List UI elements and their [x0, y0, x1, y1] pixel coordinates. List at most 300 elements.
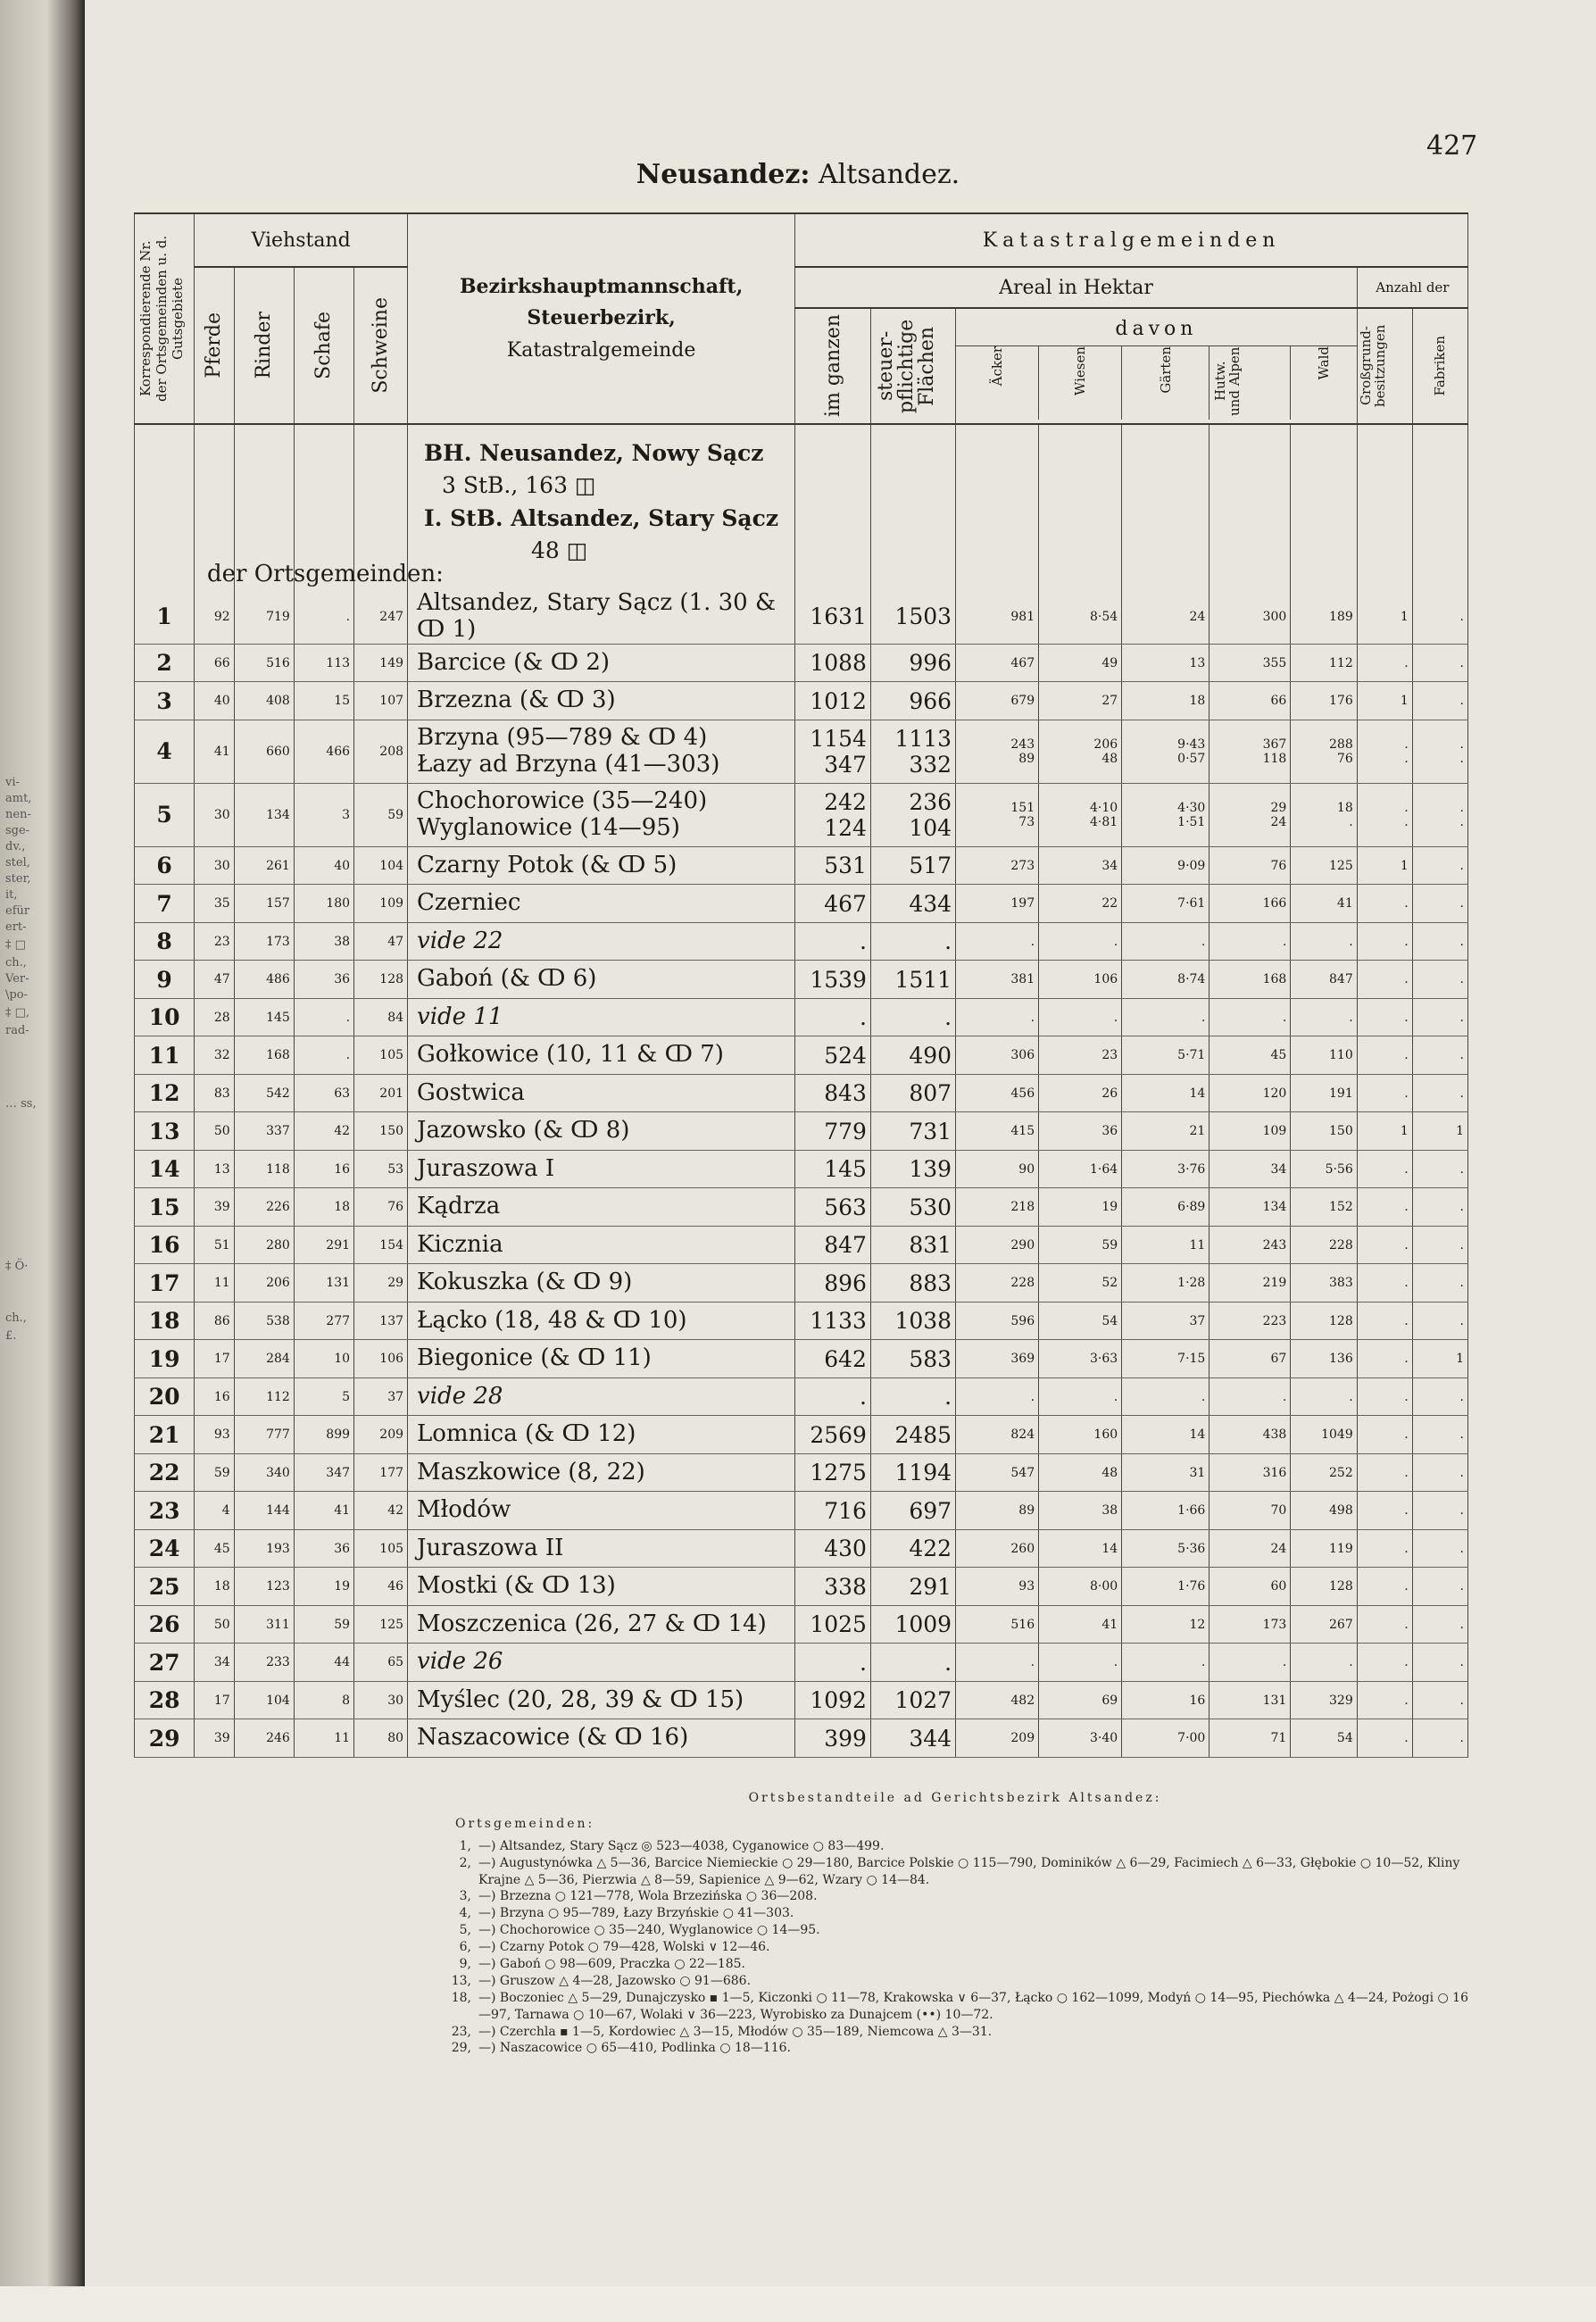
- cell-rinder: 193: [234, 1529, 294, 1568]
- cell-fabriken: 1: [1412, 1112, 1467, 1151]
- table-row: [135, 1416, 1468, 1454]
- cell-rinder: 144: [234, 1492, 294, 1530]
- cell-aecker: 290: [956, 1226, 1039, 1264]
- cell-wald: 176: [1291, 682, 1357, 720]
- cell-pferde: 51: [195, 1226, 234, 1264]
- table-row: [135, 885, 1468, 923]
- header-pferde: Pferde: [195, 267, 234, 424]
- cell-hutweiden: 34: [1209, 1150, 1291, 1188]
- cell-grossgrund: .: [1357, 1529, 1412, 1568]
- cell-wald: 41: [1291, 885, 1357, 923]
- table-row: [135, 1188, 1468, 1227]
- cell-steuerpflichtig: 731: [870, 1112, 955, 1151]
- row-number: 3: [135, 682, 195, 720]
- margin-fragment: … ss,: [5, 1097, 37, 1111]
- footnote-number: 29,: [451, 2041, 471, 2056]
- table-row: [135, 1264, 1468, 1302]
- cell-im-ganzen: .: [795, 1377, 871, 1416]
- margin-fragment: it,: [5, 888, 18, 902]
- table-row: [135, 720, 1468, 783]
- cell-schweine: 105: [354, 1529, 408, 1568]
- cell-gaerten: 18: [1122, 682, 1209, 720]
- cell-rinder: 538: [234, 1302, 294, 1340]
- cell-schafe: 3: [294, 783, 353, 846]
- cell-im-ganzen: 524: [795, 1036, 871, 1075]
- cell-wald: 5·56: [1291, 1150, 1357, 1188]
- table-row: [135, 1377, 1468, 1416]
- cell-aecker: 547: [956, 1453, 1039, 1492]
- table-row: [135, 1150, 1468, 1188]
- cell-steuerpflichtig: 530: [870, 1188, 955, 1227]
- table-row: [135, 1492, 1468, 1530]
- cell-wald: 112: [1291, 644, 1357, 682]
- cell-grossgrund: .: [1357, 1377, 1412, 1416]
- margin-fragment: amt,: [5, 792, 32, 805]
- footnote-item: [437, 1905, 1473, 1922]
- page-number: 427: [1426, 130, 1478, 162]
- cell-gaerten: 14: [1122, 1074, 1209, 1112]
- cell-wiesen: .: [1039, 1644, 1122, 1682]
- cell-wiesen: 36: [1039, 1112, 1122, 1151]
- cell-hutweiden: .: [1209, 1644, 1291, 1682]
- cell-katastralgemeinde: Łącko (18, 48 & ↀ 10): [408, 1302, 795, 1340]
- cell-pferde: 16: [195, 1377, 234, 1416]
- cell-steuerpflichtig: .: [870, 1644, 955, 1682]
- footnotes-list: [437, 1838, 1473, 2058]
- cell-steuerpflichtig: .: [870, 1377, 955, 1416]
- cell-wald: 189: [1291, 590, 1357, 644]
- cell-pferde: 11: [195, 1264, 234, 1302]
- cell-schweine: 37: [354, 1377, 408, 1416]
- footnote-item: [437, 2024, 1473, 2041]
- footnote-number: 23,: [451, 2024, 471, 2039]
- cell-steuerpflichtig: 1038: [870, 1302, 955, 1340]
- cell-fabriken: .: [1412, 922, 1467, 961]
- cell-gaerten: 7·00: [1122, 1719, 1209, 1758]
- margin-fragment: efür: [5, 904, 30, 918]
- cell-rinder: 123: [234, 1568, 294, 1606]
- cell-pferde: 39: [195, 1188, 234, 1227]
- row-number: 29: [135, 1719, 195, 1758]
- header-gaerten: Gärten: [1122, 346, 1209, 420]
- cell-wiesen: 69: [1039, 1681, 1122, 1719]
- margin-fragment: Ver-: [5, 972, 29, 986]
- row-number: 12: [135, 1074, 195, 1112]
- cell-schweine: 84: [354, 998, 408, 1036]
- cell-im-ganzen: .: [795, 1644, 871, 1682]
- cell-pferde: 50: [195, 1112, 234, 1151]
- cell-wald: 119: [1291, 1529, 1357, 1568]
- cell-fabriken: 1: [1412, 1340, 1467, 1378]
- cell-aecker: 415: [956, 1112, 1039, 1151]
- row-number: 2: [135, 644, 195, 682]
- cell-hutweiden: 120: [1209, 1074, 1291, 1112]
- row-number: 20: [135, 1377, 195, 1416]
- cell-pferde: 40: [195, 682, 234, 720]
- cell-schafe: 899: [294, 1416, 353, 1454]
- header-wald: Wald: [1315, 346, 1332, 380]
- cell-pferde: 17: [195, 1340, 234, 1378]
- cell-gaerten: 14: [1122, 1416, 1209, 1454]
- cell-hutweiden: 243: [1209, 1226, 1291, 1264]
- cell-schweine: 208: [354, 720, 408, 783]
- cell-aecker: 306: [956, 1036, 1039, 1075]
- cell-wald: .: [1291, 1377, 1357, 1416]
- cell-schafe: 131: [294, 1264, 353, 1302]
- row-number: 10: [135, 998, 195, 1036]
- der-ortsgemeinden-label: der Ortsgemeinden:: [207, 561, 444, 587]
- cell-im-ganzen: 1012: [795, 682, 871, 720]
- cell-rinder: 284: [234, 1340, 294, 1378]
- table-row: [135, 1036, 1468, 1075]
- cell-wiesen: 14: [1039, 1529, 1122, 1568]
- footnote-number: 5,: [459, 1923, 471, 1938]
- cell-hutweiden: 316: [1209, 1453, 1291, 1492]
- header-rinder: Rinder: [234, 267, 294, 424]
- cell-rinder: 337: [234, 1112, 294, 1151]
- cell-hutweiden: 367 118: [1209, 720, 1291, 783]
- cell-gaerten: 24: [1122, 590, 1209, 644]
- cell-katastralgemeinde: Czarny Potok (& ↀ 5): [408, 846, 795, 885]
- cell-wiesen: 54: [1039, 1302, 1122, 1340]
- cell-schafe: 18: [294, 1188, 353, 1227]
- page-title-rest: Altsandez.: [810, 159, 960, 190]
- footnote-number: 2,: [459, 1855, 471, 1870]
- table-row: [135, 1568, 1468, 1606]
- footnote-text: —) Augustynówka △ 5—36, Barcice Niemieckie ○ 29—180, Barcice Polskie ○ 115—790, Dominików △ 6—29, Facimiech △ 6—33, Głębokie ○ 10—52, Kliny Krajne △ 5—36, Pierzwia △ 8—59, Sapienice △ 9—62, Wzary ○ 14—84.: [478, 1855, 1460, 1887]
- cell-wald: 150: [1291, 1112, 1357, 1151]
- cell-grossgrund: .: [1357, 1719, 1412, 1758]
- cell-pferde: 92: [195, 590, 234, 644]
- cell-pferde: 34: [195, 1644, 234, 1682]
- cell-schafe: 8: [294, 1681, 353, 1719]
- cell-schafe: 10: [294, 1340, 353, 1378]
- cell-schweine: 30: [354, 1681, 408, 1719]
- footnote-item: [437, 1939, 1473, 1956]
- cell-im-ganzen: 467: [795, 885, 871, 923]
- cell-wiesen: 206 48: [1039, 720, 1122, 783]
- cell-im-ganzen: 847: [795, 1226, 871, 1264]
- cell-grossgrund: .: [1357, 1416, 1412, 1454]
- cell-gaerten: 12: [1122, 1605, 1209, 1644]
- cell-pferde: 17: [195, 1681, 234, 1719]
- header-davon: davon: [956, 312, 1357, 346]
- page-title: [0, 159, 1596, 190]
- cell-aecker: 596: [956, 1302, 1039, 1340]
- cell-wiesen: 160: [1039, 1416, 1122, 1454]
- cell-rinder: 408: [234, 682, 294, 720]
- header-gross: Großgrund- besitzungen: [1357, 308, 1412, 424]
- cell-hutweiden: 76: [1209, 846, 1291, 885]
- row-number: 17: [135, 1264, 195, 1302]
- cell-gaerten: .: [1122, 922, 1209, 961]
- row-number: 26: [135, 1605, 195, 1644]
- cell-steuerpflichtig: .: [870, 922, 955, 961]
- row-number: 23: [135, 1492, 195, 1530]
- cell-rinder: 112: [234, 1377, 294, 1416]
- header-bezirk: [408, 213, 795, 424]
- cell-im-ganzen: 145: [795, 1150, 871, 1188]
- cell-hutweiden: 71: [1209, 1719, 1291, 1758]
- intro-stb: I. StB. Altsandez, Stary Sącz: [424, 504, 779, 531]
- cell-steuerpflichtig: 1113 332: [870, 720, 955, 783]
- header-viehstand: Viehstand: [195, 213, 408, 267]
- cell-aecker: 218: [956, 1188, 1039, 1227]
- cell-schweine: 76: [354, 1188, 408, 1227]
- footnote-text: —) Gaboń ○ 98—609, Praczka ○ 22—185.: [478, 1957, 746, 1972]
- table-row: [135, 846, 1468, 885]
- cell-steuerpflichtig: 697: [870, 1492, 955, 1530]
- cell-grossgrund: .: [1357, 1264, 1412, 1302]
- cell-grossgrund: .: [1357, 1036, 1412, 1075]
- cell-schafe: .: [294, 998, 353, 1036]
- cell-aecker: .: [956, 1644, 1039, 1682]
- cell-schafe: 347: [294, 1453, 353, 1492]
- row-number: 22: [135, 1453, 195, 1492]
- cell-im-ganzen: .: [795, 922, 871, 961]
- footnote-text: —) Gruszow △ 4—28, Jazowsko ○ 91—686.: [478, 1973, 752, 1988]
- cell-gaerten: 7·61: [1122, 885, 1209, 923]
- cell-rinder: 206: [234, 1264, 294, 1302]
- cell-katastralgemeinde: Kicznia: [408, 1226, 795, 1264]
- cell-pferde: 86: [195, 1302, 234, 1340]
- cell-fabriken: .: [1412, 590, 1467, 644]
- cell-pferde: 23: [195, 922, 234, 961]
- cell-wald: .: [1291, 1644, 1357, 1682]
- table-row: [135, 961, 1468, 999]
- cell-im-ganzen: 242 124: [795, 783, 871, 846]
- cell-grossgrund: .: [1357, 1492, 1412, 1530]
- cell-rinder: 104: [234, 1681, 294, 1719]
- table-row: [135, 1529, 1468, 1568]
- header-bez3: Katastralgemeinde: [506, 338, 696, 362]
- cell-wald: 1049: [1291, 1416, 1357, 1454]
- cell-im-ganzen: 716: [795, 1492, 871, 1530]
- cell-gaerten: 4·30 1·51: [1122, 783, 1209, 846]
- cell-schweine: 104: [354, 846, 408, 885]
- cell-wiesen: .: [1039, 998, 1122, 1036]
- cell-rinder: 168: [234, 1036, 294, 1075]
- footnote-item: [437, 1973, 1473, 1990]
- header-katastral: Katastralgemeinden: [795, 213, 1468, 267]
- footnote-number: 1,: [459, 1838, 471, 1853]
- table-row: [135, 1453, 1468, 1492]
- cell-schafe: 11: [294, 1719, 353, 1758]
- cell-gaerten: 37: [1122, 1302, 1209, 1340]
- cell-schafe: .: [294, 1036, 353, 1075]
- cell-wald: 498: [1291, 1492, 1357, 1530]
- row-number: 6: [135, 846, 195, 885]
- footnote-item: [437, 2040, 1473, 2057]
- cell-wiesen: 1·64: [1039, 1150, 1122, 1188]
- row-number: 4: [135, 720, 195, 783]
- cell-aecker: 981: [956, 590, 1039, 644]
- cell-wald: 329: [1291, 1681, 1357, 1719]
- cell-grossgrund: .: [1357, 998, 1412, 1036]
- cell-rinder: 660: [234, 720, 294, 783]
- cell-fabriken: .: [1412, 1302, 1467, 1340]
- cell-grossgrund: .: [1357, 1605, 1412, 1644]
- cell-schafe: 36: [294, 961, 353, 999]
- cell-aecker: 228: [956, 1264, 1039, 1302]
- cell-gaerten: 1·76: [1122, 1568, 1209, 1606]
- cell-im-ganzen: 2569: [795, 1416, 871, 1454]
- cell-im-ganzen: 896: [795, 1264, 871, 1302]
- cell-schweine: 53: [354, 1150, 408, 1188]
- cell-grossgrund: 1: [1357, 682, 1412, 720]
- cell-schweine: 29: [354, 1264, 408, 1302]
- margin-fragment: ‡ □,: [5, 1006, 30, 1020]
- cell-wiesen: 26: [1039, 1074, 1122, 1112]
- footnote-text: —) Czerchla ▪ 1—5, Kordowiec △ 3—15, Młodów ○ 35—189, Niemcowa △ 3—31.: [478, 2024, 993, 2039]
- cell-aecker: 824: [956, 1416, 1039, 1454]
- cell-schafe: 180: [294, 885, 353, 923]
- cell-hutweiden: 66: [1209, 682, 1291, 720]
- footnote-item: [437, 1990, 1473, 2024]
- cell-schafe: 291: [294, 1226, 353, 1264]
- header-korr: Korrespondierende Nr. der Ortsgemeinden u. d. Gutsgebiete: [135, 213, 195, 424]
- cell-schweine: 107: [354, 682, 408, 720]
- cell-gaerten: 13: [1122, 644, 1209, 682]
- footnote-number: 6,: [459, 1940, 471, 1955]
- bottom-margin: [0, 2286, 1596, 2322]
- row-number: 19: [135, 1340, 195, 1378]
- cell-grossgrund: .: [1357, 922, 1412, 961]
- cell-katastralgemeinde: Brzezna (& ↀ 3): [408, 682, 795, 720]
- footnote-item: [437, 1956, 1473, 1973]
- cell-schweine: 109: [354, 885, 408, 923]
- cell-fabriken: .: [1412, 1264, 1467, 1302]
- margin-fragment: ster,: [5, 872, 31, 886]
- cell-fabriken: .: [1412, 682, 1467, 720]
- cell-wald: 191: [1291, 1074, 1357, 1112]
- cell-steuerpflichtig: 1511: [870, 961, 955, 999]
- cell-schweine: 106: [354, 1340, 408, 1378]
- cell-schweine: 105: [354, 1036, 408, 1075]
- header-fabriken: Fabriken: [1412, 308, 1467, 424]
- cell-katastralgemeinde: vide 26: [408, 1644, 795, 1682]
- cell-pferde: 30: [195, 846, 234, 885]
- cell-aecker: 273: [956, 846, 1039, 885]
- cell-wald: 228: [1291, 1226, 1357, 1264]
- cell-fabriken: .: [1412, 1150, 1467, 1188]
- cell-aecker: 89: [956, 1492, 1039, 1530]
- cell-grossgrund: .: [1357, 1150, 1412, 1188]
- cell-rinder: 777: [234, 1416, 294, 1454]
- cell-im-ganzen: 1154 347: [795, 720, 871, 783]
- cell-grossgrund: . .: [1357, 720, 1412, 783]
- cell-grossgrund: .: [1357, 1302, 1412, 1340]
- cell-aecker: 516: [956, 1605, 1039, 1644]
- cell-aecker: .: [956, 998, 1039, 1036]
- cell-steuerpflichtig: 490: [870, 1036, 955, 1075]
- cell-rinder: 280: [234, 1226, 294, 1264]
- cell-grossgrund: 1: [1357, 846, 1412, 885]
- cell-im-ganzen: 1631: [795, 590, 871, 644]
- footnote-item: [437, 1855, 1473, 1889]
- cell-wiesen: 41: [1039, 1605, 1122, 1644]
- footnotes-subtitle: Ortsgemeinden:: [455, 1816, 595, 1831]
- margin-fragment: £.: [5, 1329, 17, 1343]
- page-title-bold: Neusandez:: [636, 159, 810, 190]
- binding-margin: [0, 0, 85, 2322]
- cell-schafe: 40: [294, 846, 353, 885]
- cell-hutweiden: 134: [1209, 1188, 1291, 1227]
- row-number: 25: [135, 1568, 195, 1606]
- cell-fabriken: .: [1412, 998, 1467, 1036]
- cell-wald: 125: [1291, 846, 1357, 885]
- cell-hutweiden: 438: [1209, 1416, 1291, 1454]
- cell-schweine: 201: [354, 1074, 408, 1112]
- cell-schafe: 19: [294, 1568, 353, 1606]
- cell-wiesen: 48: [1039, 1453, 1122, 1492]
- cell-rinder: 311: [234, 1605, 294, 1644]
- cell-aecker: 381: [956, 961, 1039, 999]
- statistics-table: [134, 212, 1468, 1758]
- cell-grossgrund: 1: [1357, 1112, 1412, 1151]
- cell-wiesen: 34: [1039, 846, 1122, 885]
- cell-gaerten: 9·43 0·57: [1122, 720, 1209, 783]
- cell-wiesen: 106: [1039, 961, 1122, 999]
- cell-grossgrund: .: [1357, 1644, 1412, 1682]
- footnote-item: [437, 1922, 1473, 1939]
- row-number: 13: [135, 1112, 195, 1151]
- table-row: [135, 1302, 1468, 1340]
- cell-im-ganzen: 843: [795, 1074, 871, 1112]
- cell-steuerpflichtig: 1194: [870, 1453, 955, 1492]
- cell-schweine: 59: [354, 783, 408, 846]
- cell-fabriken: .: [1412, 1416, 1467, 1454]
- margin-fragment: ‡ Ö·: [5, 1260, 29, 1273]
- cell-fabriken: .: [1412, 1644, 1467, 1682]
- cell-schweine: 125: [354, 1605, 408, 1644]
- cell-pferde: 30: [195, 783, 234, 846]
- cell-wiesen: 8·00: [1039, 1568, 1122, 1606]
- cell-schafe: 44: [294, 1644, 353, 1682]
- cell-rinder: 261: [234, 846, 294, 885]
- row-number: 16: [135, 1226, 195, 1264]
- cell-fabriken: .: [1412, 846, 1467, 885]
- intro-stb-count: 3 StB., 163 ◫: [442, 472, 596, 499]
- intro-bh: BH. Neusandez, Nowy Sącz: [424, 440, 764, 466]
- cell-steuerpflichtig: 1503: [870, 590, 955, 644]
- cell-gaerten: 7·15: [1122, 1340, 1209, 1378]
- cell-rinder: 719: [234, 590, 294, 644]
- cell-steuerpflichtig: 517: [870, 846, 955, 885]
- cell-grossgrund: .: [1357, 1074, 1412, 1112]
- cell-wiesen: .: [1039, 922, 1122, 961]
- cell-steuerpflichtig: 1027: [870, 1681, 955, 1719]
- cell-wiesen: 3·40: [1039, 1719, 1122, 1758]
- cell-schweine: 247: [354, 590, 408, 644]
- margin-fragment: ch.,: [5, 1311, 27, 1325]
- margin-fragment: vi-: [5, 776, 20, 789]
- row-number: 14: [135, 1150, 195, 1188]
- cell-im-ganzen: 642: [795, 1340, 871, 1378]
- cell-fabriken: .: [1412, 1188, 1467, 1227]
- cell-schafe: 42: [294, 1112, 353, 1151]
- cell-pferde: 83: [195, 1074, 234, 1112]
- cell-grossgrund: .: [1357, 1226, 1412, 1264]
- cell-katastralgemeinde: Brzyna (95—789 & ↀ 4) Łazy ad Brzyna (41—303): [408, 720, 795, 783]
- cell-gaerten: .: [1122, 998, 1209, 1036]
- cell-katastralgemeinde: Altsandez, Stary Sącz (1. 30 & ↀ 1): [408, 590, 795, 644]
- cell-hutweiden: 168: [1209, 961, 1291, 999]
- cell-steuerpflichtig: 1009: [870, 1605, 955, 1644]
- table-row: [135, 682, 1468, 720]
- cell-gaerten: 9·09: [1122, 846, 1209, 885]
- cell-gaerten: 1·28: [1122, 1264, 1209, 1302]
